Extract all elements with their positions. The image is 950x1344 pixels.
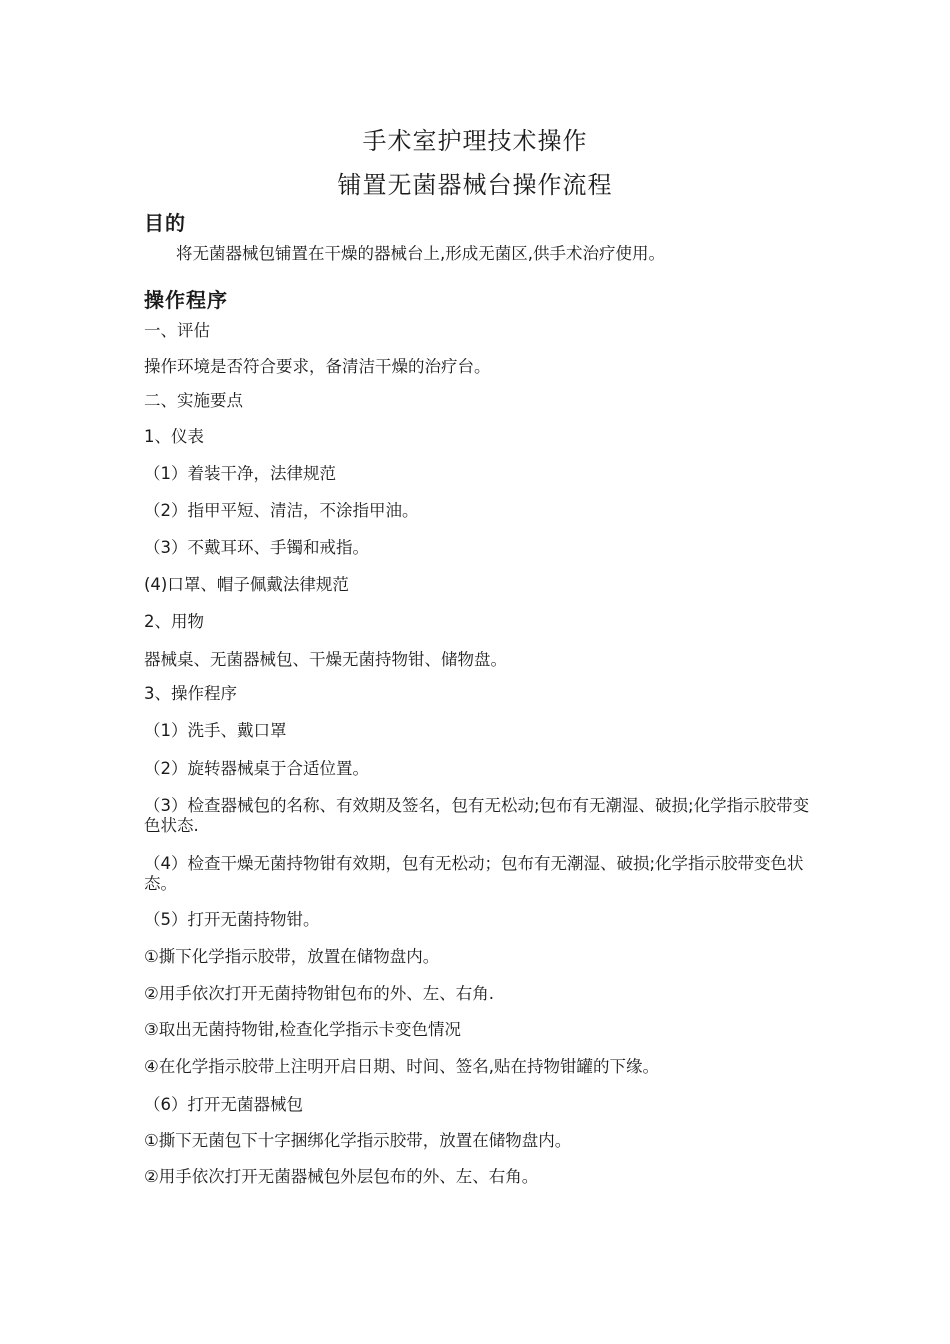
section-assessment: 一、评估 xyxy=(144,321,210,340)
list-item: （5）打开无菌持物钳。 xyxy=(144,910,320,929)
paragraph: 操作环境是否符合要求，备清洁干燥的治疗台。 xyxy=(144,357,491,376)
section-implementation: 二、实施要点 xyxy=(144,391,243,410)
subsection-appearance: 1、仪表 xyxy=(144,427,204,446)
list-item: (4)口罩、帽子佩戴法律规范 xyxy=(144,575,349,594)
document-subtitle: 铺置无菌器械台操作流程 xyxy=(337,171,613,199)
list-item: （2）旋转器械桌于合适位置。 xyxy=(144,759,369,778)
purpose-text: 将无菌器械包铺置在干燥的器械台上,形成无菌区,供手术治疗使用。 xyxy=(176,244,665,263)
list-item: ②用手依次打开无菌器械包外层包布的外、左、右角。 xyxy=(144,1167,539,1186)
list-item: （1）着装干净，法律规范 xyxy=(144,464,336,483)
list-item: （3）检查器械包的名称、有效期及签名，包有无松动;包布有无潮湿、破损;化学指示胶带变色状态. xyxy=(144,796,810,835)
list-item: （6）打开无菌器械包 xyxy=(144,1095,303,1114)
document-title: 手术室护理技术操作 xyxy=(362,127,588,155)
subsection-supplies: 2、用物 xyxy=(144,612,204,631)
list-item: ③取出无菌持物钳,检查化学指示卡变色情况 xyxy=(144,1020,462,1039)
list-item: （1）洗手、戴口罩 xyxy=(144,721,287,740)
list-item: ①撕下化学指示胶带，放置在储物盘内。 xyxy=(144,947,440,966)
list-item: ①撕下无菌包下十字捆绑化学指示胶带，放置在储物盘内。 xyxy=(144,1131,572,1150)
purpose-heading: 目的 xyxy=(144,211,186,235)
list-item: （2）指甲平短、清洁，不涂指甲油。 xyxy=(144,501,419,520)
paragraph: 器械桌、无菌器械包、干燥无菌持物钳、储物盘。 xyxy=(144,650,507,669)
list-item: ②用手依次打开无菌持物钳包布的外、左、右角. xyxy=(144,984,495,1003)
list-item: （3）不戴耳环、手镯和戒指。 xyxy=(144,538,369,557)
list-item: ④在化学指示胶带上注明开启日期、时间、签名,贴在持物钳罐的下缘。 xyxy=(144,1057,660,1076)
list-item: （4）检查干燥无菌持物钳有效期，包有无松动；包布有无潮湿、破损;化学指示胶带变色状态。 xyxy=(144,854,804,893)
procedure-heading: 操作程序 xyxy=(144,288,228,312)
subsection-procedure: 3、操作程序 xyxy=(144,684,237,703)
